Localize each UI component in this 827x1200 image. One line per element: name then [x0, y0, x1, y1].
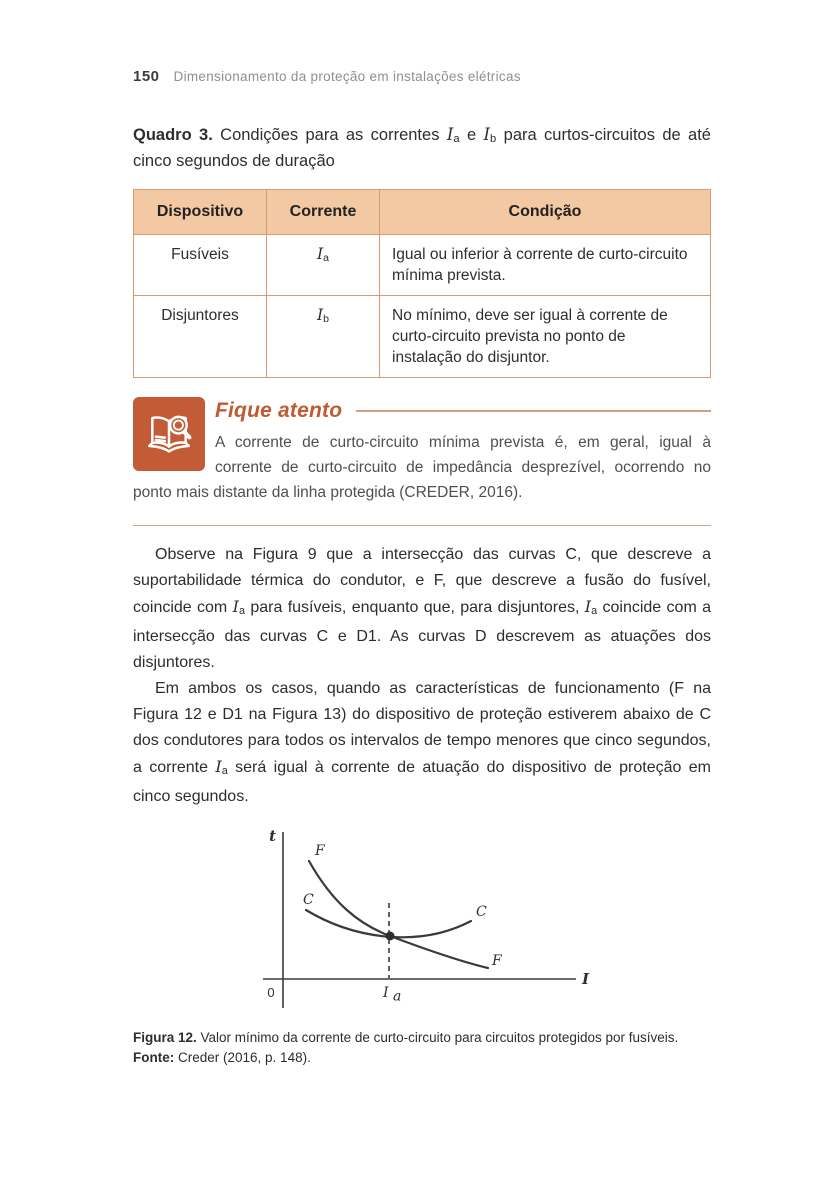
cell-current: Ia: [267, 235, 380, 296]
page-number: 150: [133, 68, 160, 85]
callout-title: Fique atento: [215, 399, 343, 423]
column-header-dispositivo: Dispositivo: [134, 190, 267, 235]
curve-F-label-top: F: [315, 842, 325, 859]
cell-device: Disjuntores: [134, 296, 267, 378]
figure-caption-text: Figura 12. Valor mínimo da corrente de curto-circuito para circuitos protegidos por fusíveis.: [133, 1029, 679, 1045]
t-axis-label: t: [269, 826, 276, 845]
curve-C-label-right: C: [476, 903, 487, 920]
quadro-3-table: [133, 189, 711, 378]
section-divider: [133, 525, 711, 526]
cell-condition: No mínimo, deve ser igual à corrente de curto-circuito prevista no ponto de instalação do disjuntor.: [380, 296, 711, 378]
figure-caption: [133, 1028, 711, 1068]
callout-text: A corrente de curto-circuito mínima prevista é, em geral, igual à corrente de curto-circuito de impedância desprezível, ocorrendo no ponto mais distante da linha protegida (CREDER, 2016).: [133, 434, 711, 502]
running-title: Dimensionamento da proteção em instalações elétricas: [173, 69, 521, 84]
table-row-disjuntores: [134, 296, 711, 378]
curve-F: [309, 861, 488, 968]
table-header-row: [134, 190, 711, 235]
page-header: [133, 68, 711, 85]
table-head: [134, 190, 711, 235]
fique-atento-callout: [133, 397, 711, 505]
book-magnifier-icon: [133, 397, 205, 471]
callout-title-rule: [356, 410, 711, 412]
cell-device: Fusíveis: [134, 235, 267, 296]
i-axis-label: I: [582, 969, 590, 988]
column-header-corrente: Corrente: [267, 190, 380, 235]
figura-12-graph: [230, 824, 620, 1016]
intersection-point: [386, 931, 395, 940]
table-row-fusiveis: [134, 235, 711, 296]
paragraph-2: Em ambos os casos, quando as características de funcionamento (F na Figura 12 e D1 na Figura 13) do dispositivo de proteção estiverem abaixo de C dos condutores para todos os intervalos de tempo menores que cinco segundos, a corrente Ia será igual à corrente de atuação do dispositivo de proteção em cinco segundos.: [133, 679, 711, 805]
figure-source: Fonte: Creder (2016, p. 148).: [133, 1049, 311, 1065]
curve-C-label-left: C: [303, 891, 314, 908]
origin-label: 0: [267, 984, 275, 1000]
curve-F-label-right: F: [492, 952, 502, 969]
callout-title-row: [215, 397, 711, 423]
column-header-condicao: Condição: [380, 190, 711, 235]
cell-condition: Igual ou inferior à corrente de curto-circuito mínima prevista.: [380, 235, 711, 296]
paragraph-1: Observe na Figura 9 que a intersecção das curvas C, que descreve a suportabilidade térmica do condutor, e F, que descreve a fusão do fusível, coincide com Ia para fusíveis, enquanto que, para disjuntores, Ia coincide com a intersecção das curvas C e D1. As curvas D descrevem as atuações dos disjuntores.: [133, 546, 712, 671]
figura-12: [133, 824, 711, 1068]
ia-tick-label: I a: [383, 984, 402, 1005]
table-body: [134, 235, 711, 378]
table-caption: Quadro 3. Condições para as correntes Ia e Ib para curtos-circuitos de até cinco segundos de duração: [133, 125, 711, 170]
cell-current: Ib: [267, 296, 380, 378]
